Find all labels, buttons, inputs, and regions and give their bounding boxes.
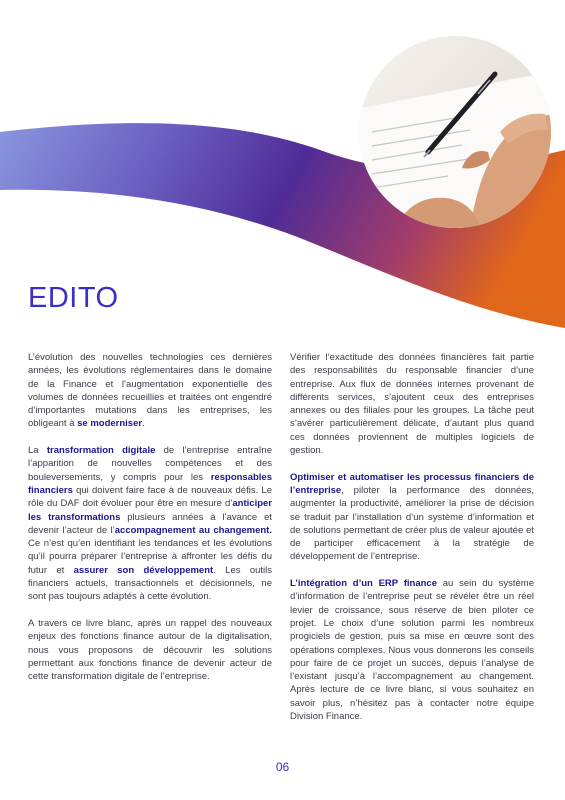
emphasis-text: Optimiser et automatiser les processus financiers de l’entreprise — [290, 471, 534, 496]
left-column — [28, 351, 272, 697]
emphasis-text: L’intégration d’un ERP finance — [290, 578, 437, 590]
paragraph-text: qui doivent faire face à de nouveaux défis. Le rôle du DAF doit évoluer pour être en mesure d’ — [28, 484, 272, 510]
paragraph-text: de l’entreprise entraîne l’apparition de nouvelles compétences et des bouleversements, y compris pour les — [28, 445, 273, 483]
body-paragraph — [290, 471, 534, 564]
page-number: 06 — [275, 760, 290, 774]
right-column — [290, 351, 534, 737]
emphasis-text: anticiper les transformations — [28, 498, 272, 523]
paragraph-text: plusieurs années à l’avance et devenir l’acteur de l’ — [28, 511, 272, 536]
emphasis-text: transformation digitale — [46, 445, 156, 457]
emphasis-text: se moderniser — [77, 418, 143, 430]
body-paragraph — [28, 617, 272, 683]
paragraph-text: La — [28, 445, 47, 457]
emphasis-text: assurer son développement — [73, 564, 214, 576]
paragraph-text: Ce n’est qu’en identifiant les tendances et les évolutions qu’il pourra préparer l’entreprise à affronter les défis du futur et — [28, 538, 272, 576]
body-paragraph — [28, 351, 272, 431]
paragraph-text: , piloter la performance des données, augmenter la productivité, améliorer la prise de décision se traduit par l’installation d’un système d’information et de solutions permettant de créer plus de valeur ajoutée et de participer efficacement à la stratégie de développement de l’entreprise. — [290, 484, 534, 563]
body-paragraph — [28, 444, 272, 604]
paragraph-text: A travers ce livre blanc, après un rappel des nouveaux enjeux des fonctions finance autour de la digitalisation, nous vous proposons de découvrir les solutions permettant aux fonctions finance de devenir acteur de cette transformation digitale de l’entreprise. — [28, 617, 272, 683]
body-paragraph — [290, 577, 534, 723]
emphasis-text: accompagnement au changement. — [114, 524, 272, 536]
paragraph-text: Vérifier l’exactitude des données financières fait partie des responsabilités du responsable financier d’une entreprise. Aux flux de données internes provenant de différents services, s’ajoutent ceux des entreprises annexes ou des filiales pour les groupes. La tâche peut s’avérer particulièrement délicate, d’autant plus quand ces données proviennent de multiples logiciels de gestion. — [290, 352, 534, 457]
emphasis-text: responsables financiers — [28, 471, 272, 496]
body-paragraph — [290, 351, 534, 457]
page-title: EDITO — [28, 282, 119, 314]
paragraph-text: au sein du système d’information de l’entreprise peut se révéler être un réel levier de croissance, sous réserve de bien piloter ce projet. Le choix d’une solution parmi les nombreux progiciels de gestion, puis sa mise en œuvre sont des opérations complexes. Nous vous donnerons les conseils pour faire de ce projet un succès, depuis l’analyse de l’existant jusqu’à l’accompagnement au changement. Après lecture de ce livre blanc, si vous souhaitez en savoir plus, n’hésitez pas à contacter notre équipe Division Finance. — [290, 578, 534, 723]
paragraph-text: . — [142, 418, 145, 430]
paragraph-text: L’évolution des nouvelles technologies ces dernières années, les évolutions réglementaires dans le domaine de la Finance et l’augmentation exponentielle des volumes de données recueillies et traitées ont engendré d’importantes mutations dans les entreprises, les obligeant à — [28, 352, 272, 430]
paragraph-text: . Les outils financiers actuels, transactionnels et décisionnels, ne sont pas toujours adaptés à cette évolution. — [28, 564, 272, 603]
